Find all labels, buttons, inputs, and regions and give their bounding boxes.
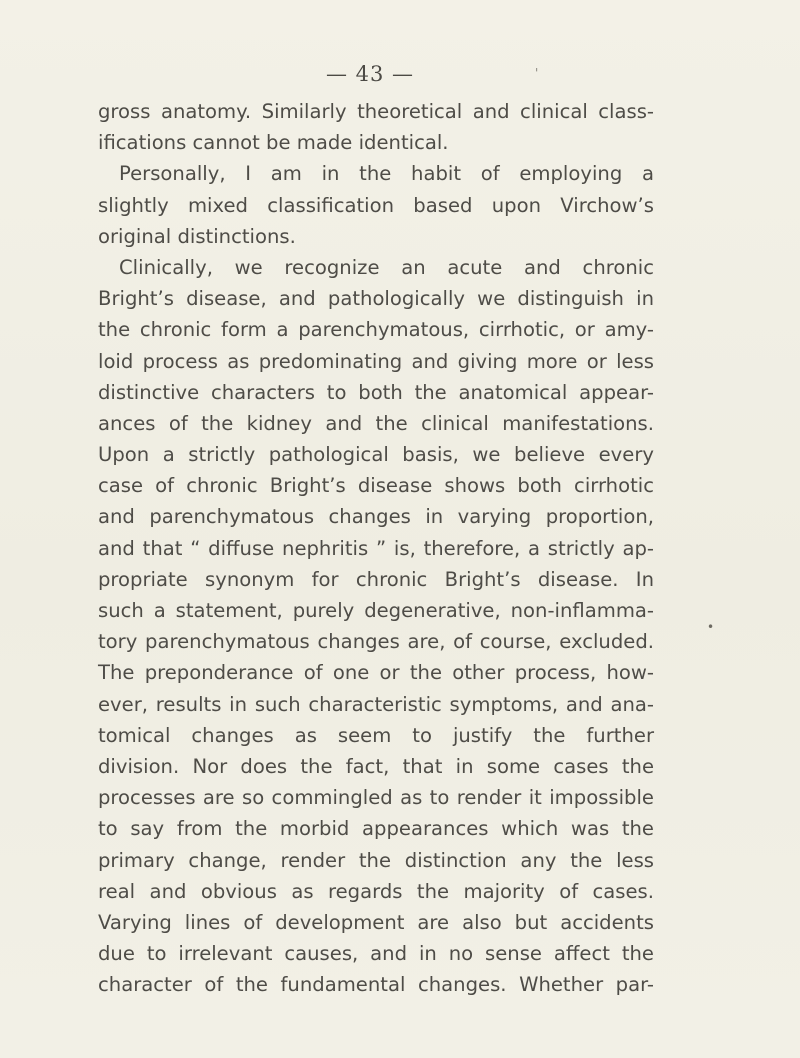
text-line: gross anatomy. Similarly theoretical and clinical class-	[98, 100, 654, 123]
text-line: case of chronic Bright’s disease shows both cirrhotic	[98, 474, 654, 498]
text-line: due to irrelevant causes, and in no sense affect the	[98, 942, 654, 966]
text-line: Varying lines of development are also but accidents	[98, 910, 654, 934]
text-line: ifications cannot be made identical.	[98, 131, 449, 155]
stray-ink-dot: •	[707, 620, 715, 634]
text-line: tory parenchymatous changes are, of course, excluded.	[98, 630, 654, 654]
text-line: tomical changes as seem to justify the further	[98, 723, 654, 747]
text-line: and that “ diffuse nephritis ” is, therefore, a strictly ap-	[98, 536, 654, 560]
stray-ink-mark: '	[535, 66, 539, 80]
text-line: original distinctions.	[98, 224, 296, 248]
page-body-text	[98, 96, 654, 1000]
text-line: slightly mixed classification based upon Virchow’s	[98, 193, 654, 217]
text-line: the chronic form a parenchymatous, cirrhotic, or amy-	[98, 318, 654, 342]
text-line: primary change, render the distinction any the less	[98, 848, 654, 872]
text-line: ances of the kidney and the clinical manifestations.	[98, 411, 654, 435]
text-line: Clinically, we recognize an acute and chronic	[119, 255, 654, 279]
text-line: processes are so commingled as to render it impossible	[98, 786, 654, 810]
text-line: ever, results in such characteristic symptoms, and ana-	[98, 692, 654, 716]
text-line: to say from the morbid appearances which was the	[98, 817, 654, 841]
text-line: The preponderance of one or the other process, how-	[98, 661, 654, 685]
text-line: distinctive characters to both the anatomical appear-	[98, 380, 654, 404]
text-line: such a statement, purely degenerative, non-inflamma-	[98, 599, 654, 622]
text-line: Upon a strictly pathological basis, we believe every	[98, 443, 654, 467]
text-line: division. Nor does the fact, that in some cases the	[98, 754, 654, 778]
text-line: loid process as predominating and giving more or less	[98, 349, 654, 373]
text-line: Personally, I am in the habit of employing a	[119, 162, 654, 186]
text-line: Bright’s disease, and pathologically we distinguish in	[98, 287, 654, 311]
text-line: and parenchymatous changes in varying proportion,	[98, 505, 654, 529]
text-line: character of the fundamental changes. Whether par-	[98, 973, 654, 997]
text-line: real and obvious as regards the majority of cases.	[98, 879, 654, 903]
text-line: propriate synonym for chronic Bright’s disease. In	[98, 567, 654, 591]
page-number: — 43 —	[325, 62, 415, 86]
